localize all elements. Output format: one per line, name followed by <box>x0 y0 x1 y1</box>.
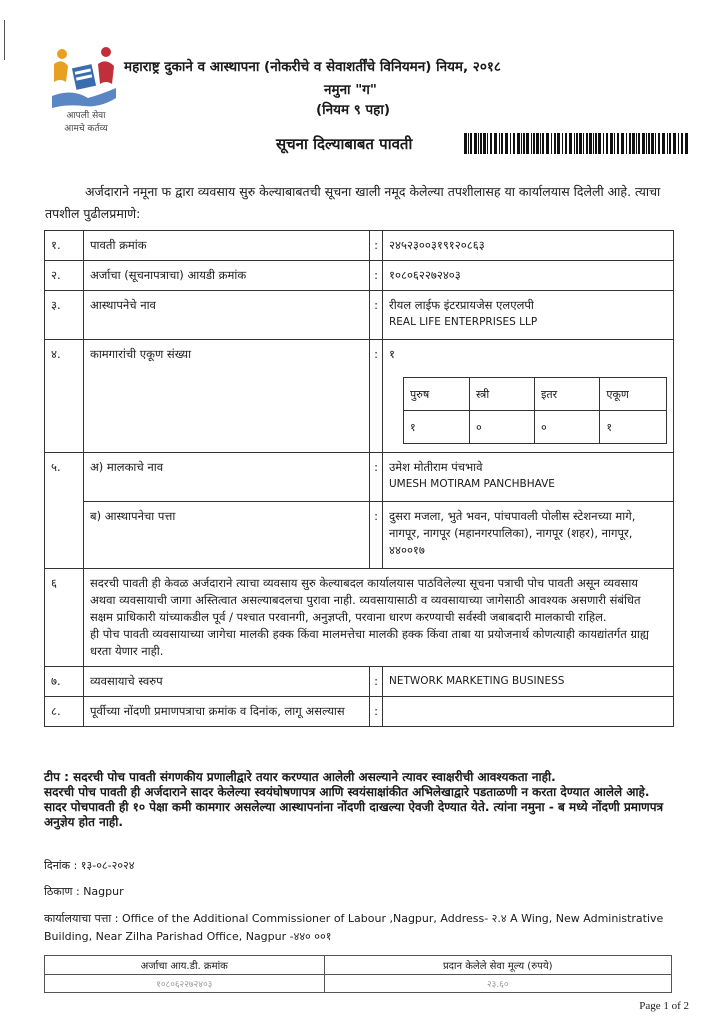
table-row <box>45 569 674 667</box>
row-label: ब) आस्थापनेचा पत्ता <box>84 502 370 569</box>
row-label: पूर्वीच्या नोंदणी प्रमाणपत्राचा क्रमांक व दिनांक, लागू असल्यास <box>84 697 370 727</box>
row-label: पावती क्रमांक <box>84 231 370 261</box>
colon: : <box>370 502 383 569</box>
header-total: एकूण <box>600 378 667 411</box>
office-address: कार्यालयाचा पत्ता : Office of the Additional Commissioner of Labour ,Nagpur, Address- २.४ A Wing, New Administrative Building, Near Zilha Parishad Office, Nagpur -४४० ००१ <box>44 912 664 943</box>
row-number: १. <box>45 231 84 261</box>
header-other: इतर <box>534 378 599 411</box>
table-row <box>45 502 674 569</box>
application-id: १०८०६२२७२४०३ <box>383 261 674 291</box>
establishment-name-en: REAL LIFE ENTERPRISES LLP <box>389 316 538 328</box>
owner-name <box>383 453 674 502</box>
table-row <box>45 453 674 502</box>
rule-reference: (नियम ९ पहा) <box>316 102 390 118</box>
disclaimer-cell <box>84 569 674 667</box>
row-number: ४. <box>45 340 84 453</box>
issue-date: दिनांक : १३-०८-२०२४ <box>44 859 135 872</box>
logo-caption-line1: आपली सेवा <box>66 111 106 121</box>
row-label: आस्थापनेचे नाव <box>84 291 370 340</box>
row-number: ३. <box>45 291 84 340</box>
fee-amount: २३.६० <box>324 975 672 993</box>
fee-header-amount: प्रदान केलेले सेवा मूल्य (रुपये) <box>324 956 672 975</box>
row-label: अ) मालकाचे नाव <box>84 453 370 502</box>
row-number: ७. <box>45 667 84 697</box>
issue-place: ठिकाण : Nagpur <box>44 885 124 898</box>
row-number: ५. <box>45 453 84 569</box>
barcode-icon <box>464 133 688 154</box>
establishment-address: दुसरा मजला, भुते भवन, पांचपावली पोलीस स्टेशनच्या मागे, नागपूर, नागपूर (महानगरपालिका), नागपूर (शहर), नागपूर, ४४००१७ <box>383 502 674 569</box>
act-title: महाराष्ट्र दुकाने व आस्थापना (नोकरीचे व सेवाशर्तींचे विनियमन) नियम, २०१८ <box>124 59 501 75</box>
colon: : <box>370 697 383 727</box>
intro-paragraph: अर्जदाराने नमूना फ द्वारा व्यवसाय सुरु केल्याबाबतची सूचना खाली नमूद केलेल्या तपशीलासह या कार्यालयास दिलेली आहे. त्याचा तपशील पुढीलप्रमाणे: <box>45 184 661 221</box>
table-row <box>45 261 674 291</box>
header-female: स्त्री <box>469 378 534 411</box>
count-other: ० <box>534 411 599 444</box>
colon: : <box>370 340 383 453</box>
note-line: टीप : सदरची पोच पावती संगणकीय प्रणालीद्वारे तयार करण्यात आलेली असल्याने त्यावर स्वाक्षरीची आवश्यकता नाही. <box>44 770 556 784</box>
worker-count: १ <box>389 347 395 361</box>
note-line: सादर पोचपावती ही १० पेक्षा कमी कामगार असलेल्या आस्थापनांना नोंदणी दाखल्या ऐवजी देण्यात येते. त्यांना नमुना - ब मध्ये नोंदणी प्रमाणपत्र अनुज्ञेय होत नाही. <box>44 800 664 829</box>
worker-count-cell <box>383 340 674 453</box>
count-male: १ <box>404 411 470 444</box>
logo-caption-line2: आमचे कर्तव्य <box>64 124 108 134</box>
colon: : <box>370 261 383 291</box>
table-row <box>45 291 674 340</box>
establishment-name <box>383 291 674 340</box>
table-row <box>45 231 674 261</box>
row-label: कामगारांची एकूण संख्या <box>84 340 370 453</box>
worker-breakdown-table <box>403 377 667 444</box>
table-row <box>45 697 674 727</box>
disclaimer-text: सदरची पावती ही केवळ अर्जदाराने त्याचा व्यवसाय सुरु केल्याबदल कार्यालयास पाठविलेल्या सूचना पत्राची पोच पावती असून व्यवसाय अथवा व्यवसायाची जागा अस्तित्वात असल्याबदलचा पुरावा नाही. व्यवसायासाठी व व्यवसायाच्या जागेसाठी आवश्यक असणारी संबंधित सक्षम प्राधिकारी यांच्याकडील पूर्व / पश्चात परवानगी, अनुज्ञप्ती, परवाना धारण करण्याची सर्वस्वी जबाबदारी मालकाची राहिल. <box>90 576 641 624</box>
page-number: Page 1 of 2 <box>639 1000 689 1012</box>
colon: : <box>370 667 383 697</box>
receipt-number: २४५२३००३१९१२०८६३ <box>383 231 674 261</box>
note-line: सदरची पोच पावती ही अर्जदाराने सादर केलेल्या स्वयंघोषणापत्र आणि स्वयंसाक्षांकीत अभिलेखाद्वारे पडताळणी न करता देण्यात आलेले आहे. <box>44 785 650 799</box>
logo-caption <box>46 110 126 136</box>
margin-mark <box>4 20 9 60</box>
document-title: सूचना दिल्याबाबत पावती <box>276 135 413 153</box>
business-nature: NETWORK MARKETING BUSINESS <box>383 667 674 697</box>
details-table <box>44 230 674 727</box>
establishment-name-mr: रीयल लाईफ इंटरप्रायजेस एलएलपी <box>389 298 534 312</box>
row-number: ८. <box>45 697 84 727</box>
owner-name-mr: उमेश मोतीराम पंचभावे <box>389 460 483 474</box>
row-number: २. <box>45 261 84 291</box>
colon: : <box>370 291 383 340</box>
fee-header-app-id: अर्जाचा आय.डी. क्रमांक <box>45 956 325 975</box>
count-female: ० <box>469 411 534 444</box>
row-label: अर्जाचा (सूचनापत्राचा) आयडी क्रमांक <box>84 261 370 291</box>
form-name: नमुना "ग" <box>324 82 377 98</box>
count-total: १ <box>600 411 667 444</box>
colon: : <box>370 231 383 261</box>
row-label: व्यवसायाचे स्वरुप <box>84 667 370 697</box>
disclaimer-text-2: ही पोच पावती व्यवसायाच्या जागेचा मालकी हक्क किंवा मालमत्तेचा मालकी हक्क किंवा ताबा या प्रयोजनार्थ कोणत्याही कायद्यांतर्गत ग्राह्य धरता येणार नाही. <box>90 627 649 658</box>
previous-registration <box>383 697 674 727</box>
colon: : <box>370 453 383 502</box>
owner-name-en: UMESH MOTIRAM PANCHBHAVE <box>389 478 555 490</box>
table-row <box>45 340 674 453</box>
row-number: ६ <box>45 569 84 667</box>
note-block <box>44 770 684 830</box>
fee-table <box>44 955 672 993</box>
fee-app-id: १०८०६२२७२४०३ <box>45 975 325 993</box>
header-male: पुरुष <box>404 378 470 411</box>
table-row <box>45 667 674 697</box>
